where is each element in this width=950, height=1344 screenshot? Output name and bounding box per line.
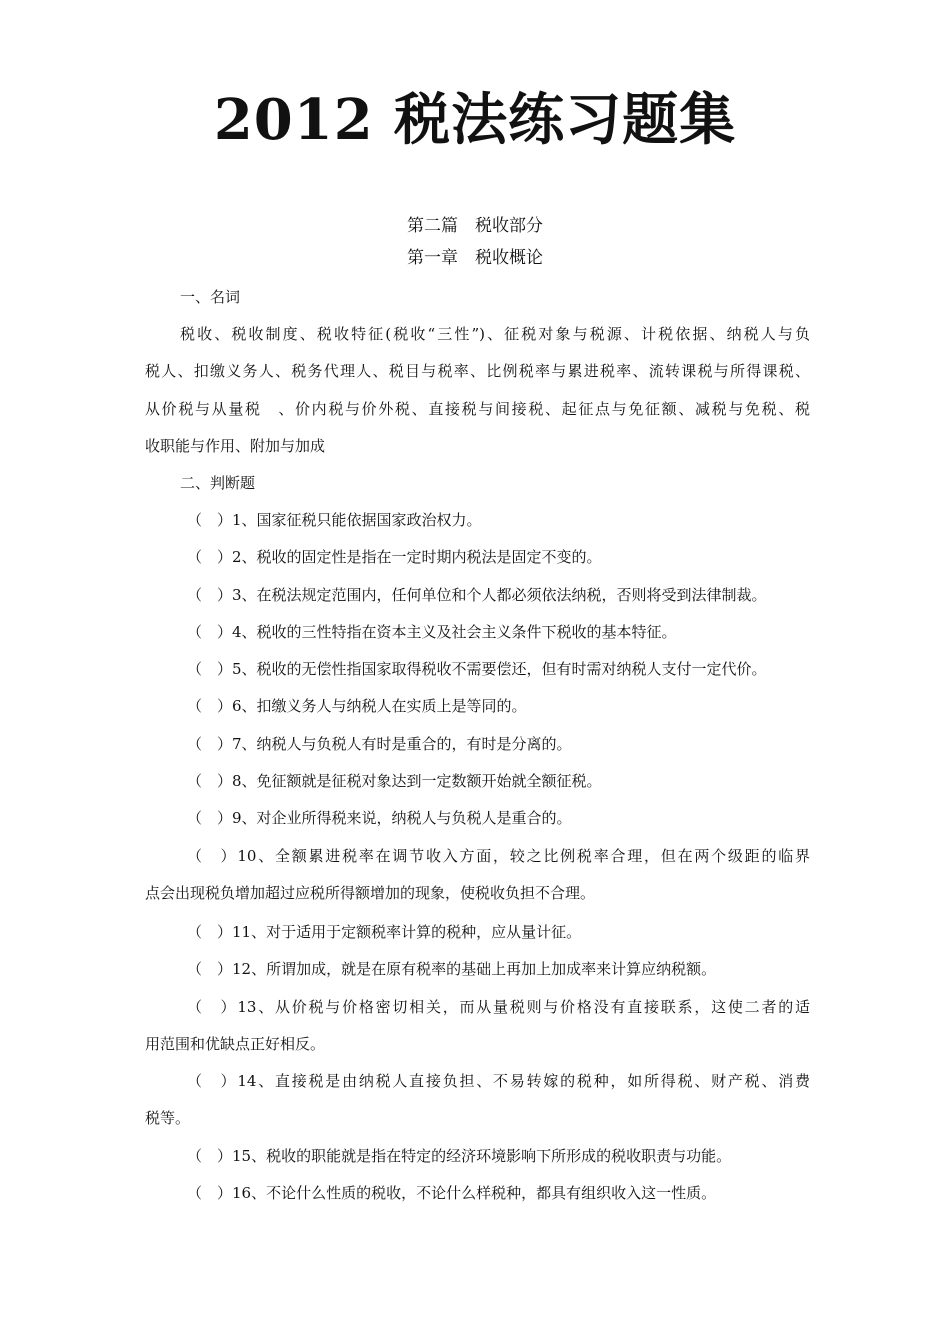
question-item: （ ）7、纳税人与负税人有时是重合的，有时是分离的。 <box>187 735 572 753</box>
question-item-continuation: 点会出现税负增加超过应税所得额增加的现象，使税收负担不合理。 <box>145 884 596 902</box>
terms-paragraph-line: 收职能与作用、附加与加成 <box>145 437 326 455</box>
question-item: （ ）2、税收的固定性是指在一定时期内税法是固定不变的。 <box>187 548 602 566</box>
question-item: （ ）13、从价税与价格密切相关，而从量税则与价格没有直接联系，这使二者的适 <box>187 998 810 1016</box>
question-item: （ ）6、扣缴义务人与纳税人在实质上是等同的。 <box>187 697 527 715</box>
question-item: （ ）10、全额累进税率在调节收入方面，较之比例税率合理，但在两个级距的临界 <box>187 847 810 865</box>
question-item: （ ）16、不论什么性质的税收，不论什么样税种，都具有组织收入这一性质。 <box>187 1184 717 1202</box>
question-item: （ ）4、税收的三性特指在资本主义及社会主义条件下税收的基本特征。 <box>187 623 677 641</box>
terms-paragraph-line: 税收、税收制度、税收特征(税收“三性”)、征税对象与税源、计税依据、纳税人与负 <box>180 325 810 343</box>
question-item-continuation: 用范围和优缺点正好相反。 <box>145 1035 326 1053</box>
terms-paragraph-line: 从价税与从量税 、价内税与价外税、直接税与间接税、起征点与免征额、减税与免税、税 <box>145 400 810 418</box>
question-item: （ ）3、在税法规定范围内，任何单位和个人都必须依法纳税，否则将受到法律制裁。 <box>187 586 767 604</box>
question-item: （ ）11、对于适用于定额税率计算的税种，应从量计征。 <box>187 923 582 941</box>
question-item: （ ）12、所谓加成，就是在原有税率的基础上再加上加成率来计算应纳税额。 <box>187 960 717 978</box>
question-item: （ ）8、免征额就是征税对象达到一定数额开始就全额征税。 <box>187 772 602 790</box>
section-heading-terms: 一、名词 <box>180 288 241 306</box>
question-item-continuation: 税等。 <box>145 1109 191 1127</box>
terms-paragraph-line: 税人、扣缴义务人、税务代理人、税目与税率、比例税率与累进税率、流转课税与所得课税、 <box>145 362 810 380</box>
question-item: （ ）15、税收的职能就是指在特定的经济环境影响下所形成的税收职责与功能。 <box>187 1147 732 1165</box>
part-heading: 第二篇 税收部分 <box>407 216 543 236</box>
question-item: （ ）14、直接税是由纳税人直接负担、不易转嫁的税种，如所得税、财产税、消费 <box>187 1072 810 1090</box>
question-item: （ ）9、对企业所得税来说，纳税人与负税人是重合的。 <box>187 809 572 827</box>
section-heading-judgment: 二、判断题 <box>180 474 256 492</box>
chapter-heading: 第一章 税收概论 <box>407 248 543 268</box>
question-item: （ ）5、税收的无偿性指国家取得税收不需要偿还，但有时需对纳税人支付一定代价。 <box>187 660 767 678</box>
question-item: （ ）1、国家征税只能依据国家政治权力。 <box>187 511 482 529</box>
document-title: 2012 税法练习题集 <box>213 87 737 153</box>
